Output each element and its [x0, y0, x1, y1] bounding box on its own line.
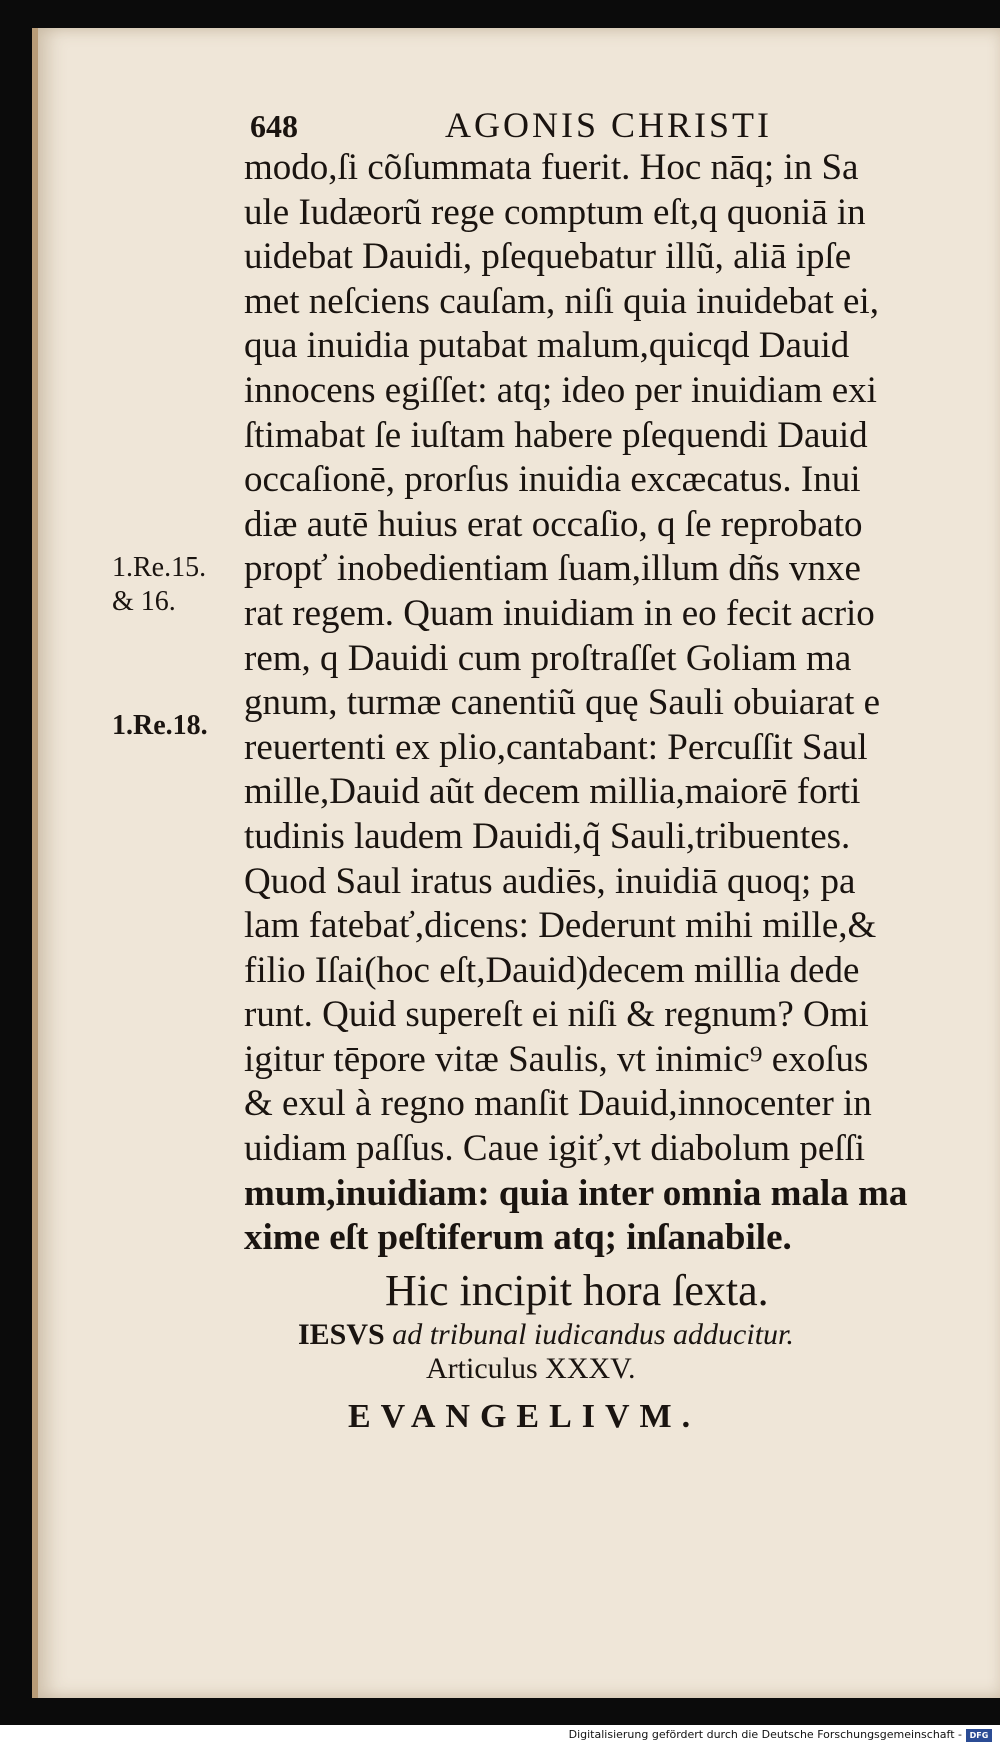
body-text — [244, 146, 934, 1261]
text-line: runt. Quid supereſt ei niſi & regnum? Omi — [244, 994, 869, 1036]
article-title: ad tribunal iudicandus adducitur. — [392, 1318, 794, 1351]
text-line: uidebat Dauidi, pſequebatur illũ, aliā ipſe — [244, 236, 852, 278]
text-line: mille,Dauid aũt decem millia,maiorē forti — [244, 771, 861, 813]
text-line: modo,ſi cõſummata fuerit. Hoc nāq; in Sa — [244, 147, 859, 188]
text-line: mum,inuidiam: quia inter omnia mala ma — [244, 1172, 908, 1214]
page-number: 648 — [250, 108, 298, 144]
text-line: innocens egiſſet: atq; ideo per inuidiam exi — [244, 369, 877, 411]
text-line: ule Iudæorũ rege comptum eſt,q quoniā in — [244, 191, 866, 233]
article-heading — [298, 1318, 794, 1352]
text-line: lam fatebať,dicens: Dederunt mihi mille,& — [244, 905, 877, 947]
text-line: reuertenti ex plio,cantabant: Percuſſit Saul — [244, 726, 868, 768]
text-line: occaſionē, prorſus inuidia excæcatus. Inui — [244, 459, 861, 501]
text-line: filio Iſai(hoc eſt,Dauid)decem millia dede — [244, 949, 860, 991]
dfg-logo: DFG — [966, 1729, 992, 1742]
text-line: propť inobedientiam ſuam,illum dñs vnxe — [244, 548, 861, 590]
gospel-heading: EVANGELIVM. — [348, 1398, 701, 1435]
text-line: & exul à regno manſit Dauid,innocenter in — [244, 1083, 872, 1125]
text-line: Quod Saul iratus audiēs, inuidiā quoq; pa — [244, 860, 856, 902]
marginal-note: 1.Re.15. — [112, 552, 207, 583]
footer-credit: Digitalisierung gefördert durch die Deutsche Forschungsgemeinschaft - — [568, 1728, 962, 1741]
article-name: IESVS — [298, 1318, 385, 1351]
text-line: diæ autē huius erat occaſio, q ſe reprobato — [244, 503, 863, 545]
article-number: Articulus XXXV. — [426, 1352, 636, 1385]
text-line: igitur tēpore vitæ Saulis, vt inimic⁹ exoſus — [244, 1038, 869, 1080]
running-head: AGONIS CHRISTI — [445, 105, 773, 145]
hour-heading: Hic incipit hora ſexta. — [385, 1266, 769, 1315]
text-line: uidiam paſſus. Caue igiť,vt diabolum peſſi — [244, 1128, 866, 1170]
marginal-note: & 16. — [112, 586, 176, 617]
text-line: met neſciens cauſam, niſi quia inuidebat ei, — [244, 280, 879, 322]
text-line: qua inuidia putabat malum,quicqd Dauid — [244, 325, 850, 367]
text-line: rem, q Dauidi cum proſtraſſet Goliam ma — [244, 637, 852, 679]
text-line: gnum, turmæ canentiũ quę Sauli obuiarat e — [244, 682, 881, 724]
marginal-note: 1.Re.18. — [112, 710, 208, 741]
text-line: xime eſt peſtiferum atq; inſanabile. — [244, 1217, 792, 1259]
text-line: rat regem. Quam inuidiam in eo fecit acrio — [244, 592, 875, 634]
text-line: tudinis laudem Dauidi,q̃ Sauli,tribuentes. — [244, 815, 851, 857]
text-line: ſtimabat ſe iuſtam habere pſequendi Dauid — [244, 414, 868, 456]
